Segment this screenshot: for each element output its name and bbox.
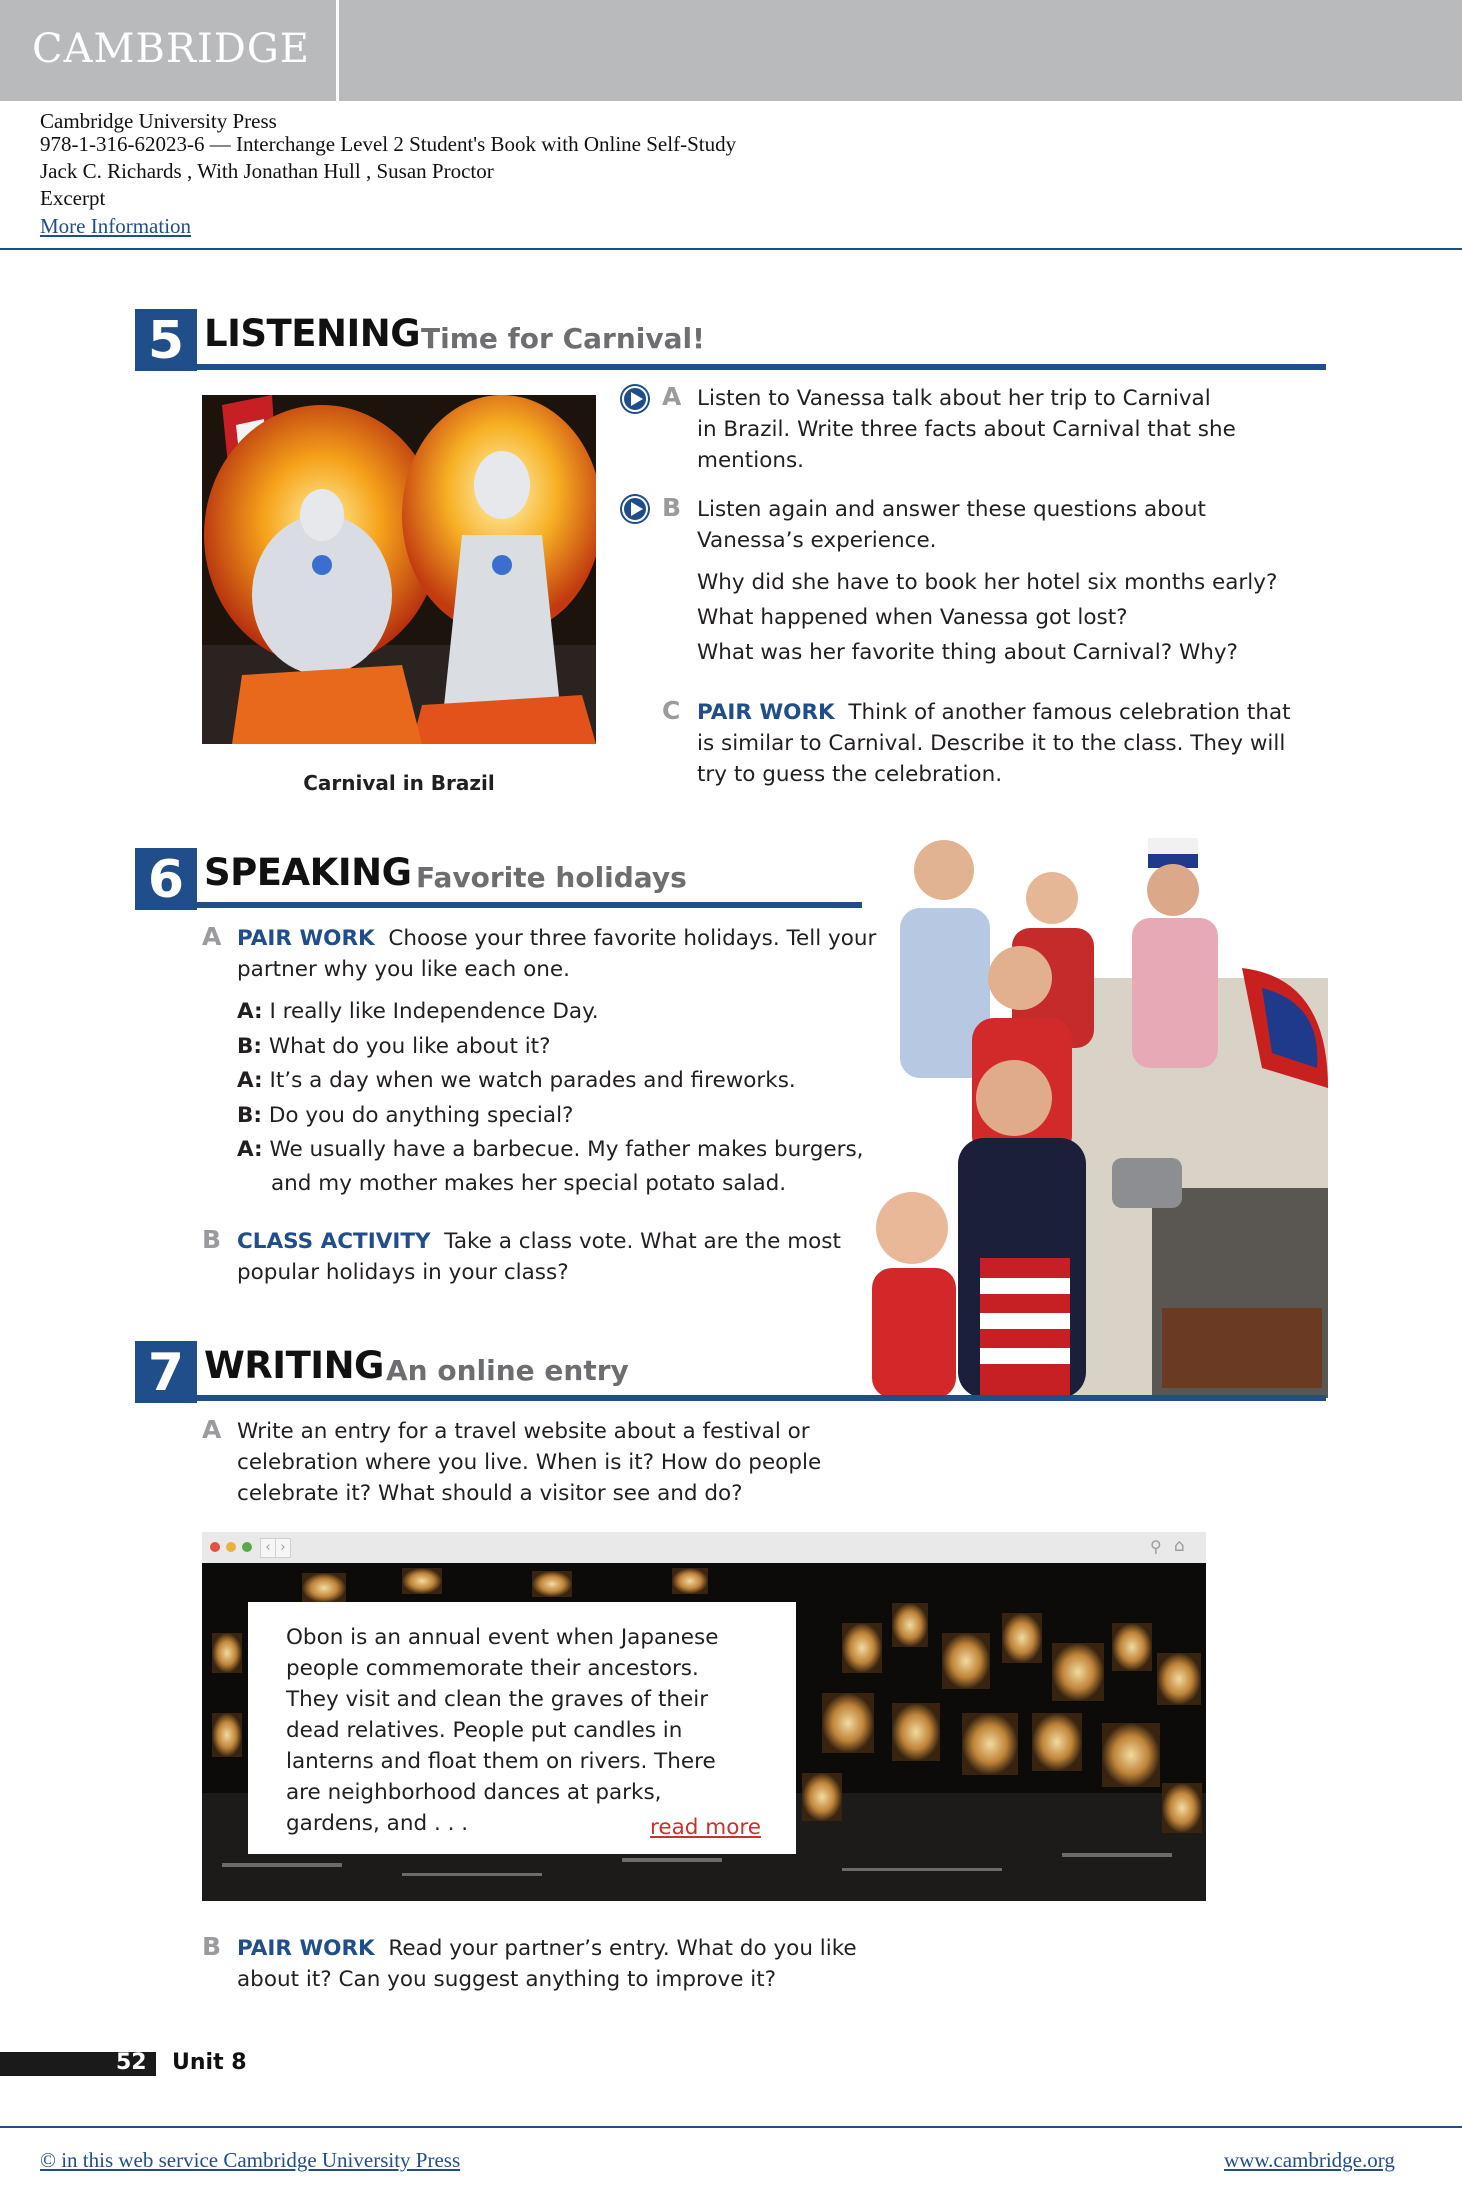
section-number-6: 6 bbox=[135, 848, 197, 910]
exercise-7b-text bbox=[237, 1933, 877, 1995]
section-rule bbox=[196, 1395, 1326, 1401]
text-line: mentions. bbox=[697, 448, 805, 473]
photo-caption: Carnival in Brazil bbox=[303, 771, 495, 795]
text-line: Obon is an annual event when Japanese bbox=[286, 1625, 719, 1650]
section-title-listening: LISTENING bbox=[204, 312, 421, 355]
exercise-6b-text bbox=[237, 1226, 877, 1288]
website-link[interactable]: www.cambridge.org bbox=[1224, 2148, 1395, 2172]
cambridge-logo: CAMBRIDGE bbox=[32, 26, 310, 72]
dialog-continuation: and my mother makes her special potato salad. bbox=[271, 1170, 787, 1196]
header-divider bbox=[0, 248, 1462, 250]
carnival-dancers-image bbox=[202, 395, 596, 744]
copyright-link[interactable]: © in this web service Cambridge University Press bbox=[40, 2148, 461, 2172]
exercise-6a-text bbox=[237, 923, 877, 985]
play-audio-icon[interactable] bbox=[620, 494, 650, 524]
text-span: Think of another famous celebration that bbox=[848, 700, 1291, 725]
text-line: partner why you like each one. bbox=[237, 957, 570, 982]
carnival-photo bbox=[202, 395, 596, 744]
text-line: try to guess the celebration. bbox=[697, 762, 1003, 787]
page-number: 52 bbox=[116, 2050, 147, 2075]
text-line: Listen again and answer these questions about bbox=[697, 497, 1206, 522]
section-title-writing: WRITING bbox=[204, 1344, 384, 1387]
text-line bbox=[237, 1226, 877, 1257]
entry-text bbox=[286, 1622, 756, 1839]
text-line: lanterns and float them on rivers. There bbox=[286, 1749, 716, 1774]
text-line bbox=[697, 697, 1337, 728]
conversation bbox=[237, 995, 877, 1199]
text-line: celebrate it? What should a visitor see and do? bbox=[237, 1481, 743, 1506]
text-line: Listen to Vanessa talk about her trip to Carnival bbox=[697, 386, 1211, 411]
back-icon[interactable]: ‹ bbox=[260, 1538, 276, 1558]
web-browser-mockup bbox=[202, 1532, 1206, 1901]
play-ring bbox=[622, 386, 648, 412]
text-line: people commemorate their ancestors. bbox=[286, 1656, 699, 1681]
class-activity-label: CLASS ACTIVITY bbox=[237, 1229, 431, 1254]
text-line: about it? Can you suggest anything to improve it? bbox=[237, 1967, 777, 1992]
text-line: popular holidays in your class? bbox=[237, 1260, 569, 1285]
footer-divider bbox=[0, 2126, 1462, 2128]
exercise-5c-text bbox=[697, 697, 1337, 790]
speaker-label: A: bbox=[237, 1068, 263, 1093]
exercise-letter-c: C bbox=[662, 696, 681, 725]
section-number-5: 5 bbox=[135, 309, 197, 371]
exercise-letter-a: A bbox=[202, 922, 222, 951]
question-item: Why did she have to book her hotel six months early? bbox=[697, 570, 1278, 595]
exercise-letter-b: B bbox=[202, 1225, 222, 1254]
dialog-text: We usually have a barbecue. My father makes burgers, bbox=[269, 1137, 864, 1162]
exercise-5a-text bbox=[697, 383, 1337, 476]
text-line: Vanessa’s experience. bbox=[697, 528, 937, 553]
close-dot-icon[interactable] bbox=[210, 1542, 220, 1552]
question-item: What happened when Vanessa got lost? bbox=[697, 605, 1128, 630]
more-information-link[interactable]: More Information bbox=[40, 214, 192, 238]
section-subtitle: Favorite holidays bbox=[416, 861, 687, 894]
question-item: What was her favorite thing about Carnival? Why? bbox=[697, 640, 1238, 665]
text-line: gardens, and . . . bbox=[286, 1811, 469, 1836]
exercise-letter-b: B bbox=[662, 493, 682, 522]
section-title-speaking: SPEAKING bbox=[204, 851, 412, 894]
dialog-line bbox=[237, 1030, 877, 1065]
home-icon[interactable]: ⌂ bbox=[1174, 1536, 1185, 1556]
text-line: in Brazil. Write three facts about Carnival that she bbox=[697, 417, 1236, 442]
text-span: Take a class vote. What are the most bbox=[444, 1229, 841, 1254]
book-title: 978-1-316-62023-6 — Interchange Level 2 Student's Book with Online Self-Study bbox=[40, 132, 737, 156]
read-more-link[interactable]: read more bbox=[650, 1815, 761, 1840]
speaker-label: B: bbox=[237, 1102, 262, 1128]
pair-work-label: PAIR WORK bbox=[237, 926, 375, 951]
text-line: They visit and clean the graves of their bbox=[286, 1687, 709, 1712]
browser-toolbar bbox=[202, 1532, 1206, 1563]
publisher: Cambridge University Press bbox=[40, 109, 277, 133]
exercise-7a-text bbox=[237, 1416, 877, 1509]
speaker-label: A: bbox=[237, 999, 263, 1024]
text-line bbox=[237, 1933, 877, 1964]
text-line: celebration where you live. When is it? How do people bbox=[237, 1450, 822, 1475]
search-icon[interactable]: ⚲ bbox=[1150, 1537, 1162, 1556]
section-number-7: 7 bbox=[135, 1341, 197, 1403]
minimize-dot-icon[interactable] bbox=[226, 1542, 236, 1552]
exercise-letter-b: B bbox=[202, 1932, 222, 1961]
unit-label: Unit 8 bbox=[172, 2050, 247, 2075]
dialog-text: What do you like about it? bbox=[268, 1033, 551, 1059]
dialog-line bbox=[237, 1133, 877, 1168]
pair-work-label: PAIR WORK bbox=[697, 700, 835, 725]
text-line: Write an entry for a travel website about a festival or bbox=[237, 1419, 810, 1444]
text-line: dead relatives. People put candles in bbox=[286, 1718, 683, 1743]
dialog-text: It’s a day when we watch parades and fireworks. bbox=[269, 1068, 796, 1093]
dialog-line bbox=[237, 1099, 877, 1134]
speaker-label: A: bbox=[237, 1137, 263, 1162]
dialog-line bbox=[237, 1064, 877, 1099]
section-rule bbox=[196, 364, 1326, 370]
text-line: are neighborhood dances at parks, bbox=[286, 1780, 662, 1805]
section-subtitle: An online entry bbox=[386, 1354, 629, 1387]
dialog-text: Do you do anything special? bbox=[268, 1102, 574, 1128]
exercise-5b-text bbox=[697, 494, 1337, 556]
authors: Jack C. Richards , With Jonathan Hull , Susan Proctor bbox=[40, 159, 494, 183]
pair-work-label: PAIR WORK bbox=[237, 1936, 375, 1961]
speaker-label: B: bbox=[237, 1033, 262, 1059]
play-ring bbox=[622, 496, 648, 522]
text-line bbox=[237, 923, 877, 954]
maximize-dot-icon[interactable] bbox=[242, 1542, 252, 1552]
text-span: Read your partner’s entry. What do you like bbox=[388, 1936, 857, 1961]
dialog-line bbox=[237, 995, 877, 1030]
dialog-text: I really like Independence Day. bbox=[269, 999, 599, 1024]
independence-day-family-image bbox=[862, 828, 1328, 1398]
exercise-letter-a: A bbox=[662, 382, 682, 411]
exercise-letter-a: A bbox=[202, 1415, 222, 1444]
forward-icon[interactable]: › bbox=[275, 1538, 291, 1558]
question-list bbox=[697, 565, 1337, 670]
family-photo bbox=[862, 828, 1328, 1398]
section-subtitle: Time for Carnival! bbox=[421, 322, 705, 355]
text-span: Choose your three favorite holidays. Tell your bbox=[388, 926, 877, 951]
excerpt-label: Excerpt bbox=[40, 186, 106, 210]
play-audio-icon[interactable] bbox=[620, 384, 650, 414]
online-entry-card bbox=[248, 1602, 796, 1854]
text-line: is similar to Carnival. Describe it to the class. They will bbox=[697, 731, 1286, 756]
